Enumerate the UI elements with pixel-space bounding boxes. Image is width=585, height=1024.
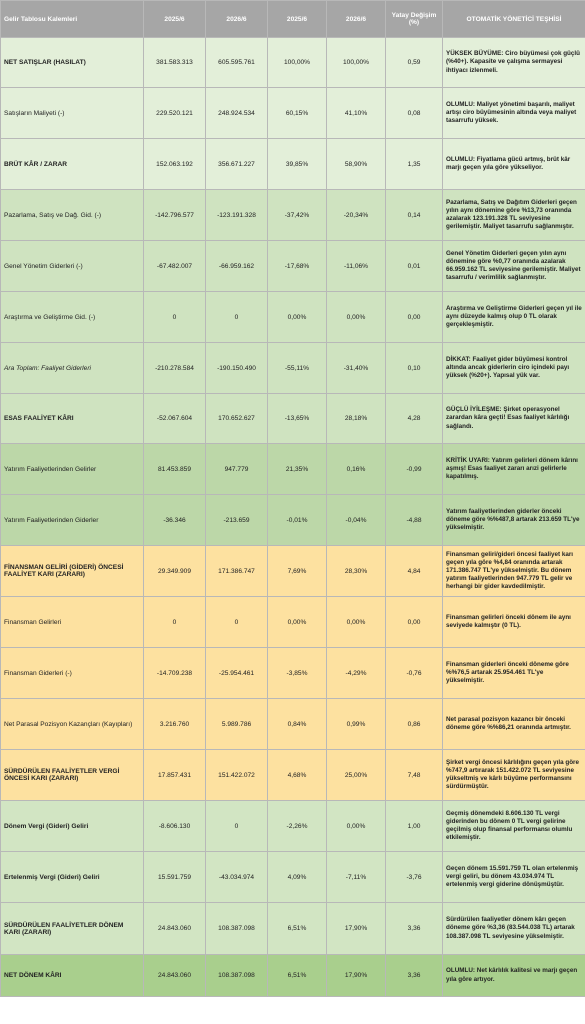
value-2026: 0 [206, 292, 268, 343]
table-row [1, 495, 585, 546]
horizontal-change: 3,36 [386, 903, 443, 955]
diagnosis-text: OLUMLU: Maliyet yönetimi başarılı, maliyet artışı ciro büyümesinin altında veya maliyet tasarrufu yüksek. [443, 88, 585, 139]
value-2026: -213.659 [206, 495, 268, 546]
value-2026: 947.779 [206, 444, 268, 495]
diagnosis-text: YÜKSEK BÜYÜME: Ciro büyümesi çok güçlü (%40+). Kapasite ve çalışma sermayesi ihtiyacı izlenmeli. [443, 38, 585, 88]
ratio-2025: 0,00% [268, 292, 327, 343]
horizontal-change: -4,88 [386, 495, 443, 546]
diagnosis-text: KRİTİK UYARI: Yatırım gelirleri dönem kârını aşmış! Esas faaliyet zararı arızi gelirlerle kapatılmış. [443, 444, 585, 495]
table-row [1, 190, 585, 241]
table-row [1, 241, 585, 292]
value-2026: -123.191.328 [206, 190, 268, 241]
ratio-2025: 21,35% [268, 444, 327, 495]
value-2026: 248.924.534 [206, 88, 268, 139]
table-row [1, 546, 585, 597]
ratio-2026: -4,29% [327, 648, 386, 699]
value-2026: 0 [206, 801, 268, 852]
value-2026: 0 [206, 597, 268, 648]
horizontal-change: 3,36 [386, 955, 443, 997]
row-label: Ertelenmiş Vergi (Gideri) Geliri [1, 852, 144, 903]
diagnosis-text: Yatırım faaliyetlerinden giderler önceki döneme göre %%487,8 artarak 213.659 TL'ye yükselmiştir. [443, 495, 585, 546]
value-2026: 356.671.227 [206, 139, 268, 190]
value-2025: 152.063.192 [144, 139, 206, 190]
diagnosis-text: OLUMLU: Net kârlılık kalitesi ve marjı geçen yıla göre artıyor. [443, 955, 585, 997]
ratio-2026: 0,00% [327, 801, 386, 852]
diagnosis-text: Pazarlama, Satış ve Dağıtım Giderleri geçen yılın aynı dönemine göre %13,73 oranında azalarak 123.191.328 TL seviyesine gerilemiştir. Maliyet tasarrufu sağlanmıştır. [443, 190, 585, 241]
value-2025: -14.709.238 [144, 648, 206, 699]
row-label: Genel Yönetim Giderleri (-) [1, 241, 144, 292]
table-row [1, 343, 585, 394]
value-2025: -8.606.130 [144, 801, 206, 852]
row-label: NET SATIŞLAR (HASILAT) [1, 38, 144, 88]
header-row [1, 1, 585, 38]
value-2026: 108.387.098 [206, 955, 268, 997]
value-2025: 0 [144, 597, 206, 648]
table-row [1, 394, 585, 444]
ratio-2025: 100,00% [268, 38, 327, 88]
diagnosis-text: Finansman geliri/gideri öncesi faaliyet karı geçen yıla göre %4,84 oranında artarak 171.386.747 TL'ye yükselmiştir. Bu dönem yatırım faaliyetlerinden 947.779 TL gelir ve herhangi bir gider kavdedilmiştir. [443, 546, 585, 597]
horizontal-change: 1,00 [386, 801, 443, 852]
ratio-2025: 0,84% [268, 699, 327, 750]
ratio-2026: 17,90% [327, 955, 386, 997]
horizontal-change: -0,76 [386, 648, 443, 699]
value-2026: 170.652.627 [206, 394, 268, 444]
value-2025: 24.843.060 [144, 955, 206, 997]
diagnosis-text: DİKKAT: Faaliyet gider büyümesi kontrol altında ancak giderlerin ciro içindeki payı yüksek (%20+). Yapısal yük var. [443, 343, 585, 394]
horizontal-change: 4,84 [386, 546, 443, 597]
value-2026: -25.954.461 [206, 648, 268, 699]
ratio-2026: 58,90% [327, 139, 386, 190]
ratio-2025: 6,51% [268, 903, 327, 955]
row-label: Ara Toplam: Faaliyet Giderleri [1, 343, 144, 394]
value-2026: 108.387.098 [206, 903, 268, 955]
ratio-2025: 6,51% [268, 955, 327, 997]
ratio-2026: 100,00% [327, 38, 386, 88]
row-label: Satışların Maliyeti (-) [1, 88, 144, 139]
ratio-2026: 17,90% [327, 903, 386, 955]
value-2025: 17.857.431 [144, 750, 206, 801]
value-2026: 171.386.747 [206, 546, 268, 597]
diagnosis-text: Sürdürülen faaliyetler dönem kârı geçen döneme göre %3,36 (83.544.038 TL) artarak 108.387.098 TL seviyesine yükselmiştir. [443, 903, 585, 955]
ratio-2026: 28,30% [327, 546, 386, 597]
ratio-2025: 39,85% [268, 139, 327, 190]
diagnosis-text: Finansman gelirleri önceki dönem ile aynı seviyede kalmıştır (0 TL). [443, 597, 585, 648]
diagnosis-text: Geçmiş dönemdeki 8.606.130 TL vergi giderinden bu dönem 0 TL vergi gelirine geçilmiş olup finansal performansı olumlu etkilemiştir. [443, 801, 585, 852]
ratio-2026: 0,16% [327, 444, 386, 495]
header-horizontal-change: Yatay Değişim (%) [386, 1, 443, 38]
ratio-2026: -0,04% [327, 495, 386, 546]
table-row [1, 38, 585, 88]
value-2026: 605.595.761 [206, 38, 268, 88]
ratio-2025: -0,01% [268, 495, 327, 546]
row-label: NET DÖNEM KÂRI [1, 955, 144, 997]
row-label: Pazarlama, Satış ve Dağ. Gid. (-) [1, 190, 144, 241]
table-row [1, 750, 585, 801]
ratio-2025: 4,09% [268, 852, 327, 903]
diagnosis-text: OLUMLU: Fiyatlama gücü artmış, brüt kâr marjı geçen yıla göre yükseliyor. [443, 139, 585, 190]
row-label: Net Parasal Pozisyon Kazançları (Kayıpları) [1, 699, 144, 750]
ratio-2025: -17,68% [268, 241, 327, 292]
row-label: FİNANSMAN GELİRİ (GİDERİ) ÖNCESİ FAALİYET KARI (ZARARI) [1, 546, 144, 597]
ratio-2026: 41,10% [327, 88, 386, 139]
horizontal-change: 1,35 [386, 139, 443, 190]
ratio-2026: 0,99% [327, 699, 386, 750]
table-row [1, 597, 585, 648]
value-2025: -142.796.577 [144, 190, 206, 241]
horizontal-change: 0,14 [386, 190, 443, 241]
horizontal-change: 0,86 [386, 699, 443, 750]
header-2026-value: 2026/6 [206, 1, 268, 38]
value-2025: -52.067.604 [144, 394, 206, 444]
value-2025: 229.520.121 [144, 88, 206, 139]
horizontal-change: 7,48 [386, 750, 443, 801]
value-2025: 3.216.760 [144, 699, 206, 750]
table-row [1, 648, 585, 699]
ratio-2025: 4,68% [268, 750, 327, 801]
row-label: Finansman Giderleri (-) [1, 648, 144, 699]
horizontal-change: 0,00 [386, 597, 443, 648]
diagnosis-text: Finansman giderleri önceki döneme göre %%76,5 artarak 25.954.461 TL'ye yükselmiştir. [443, 648, 585, 699]
ratio-2025: 7,69% [268, 546, 327, 597]
value-2026: -66.959.162 [206, 241, 268, 292]
horizontal-change: -3,76 [386, 852, 443, 903]
table-row [1, 139, 585, 190]
ratio-2025: 0,00% [268, 597, 327, 648]
ratio-2026: -11,06% [327, 241, 386, 292]
horizontal-change: 0,01 [386, 241, 443, 292]
horizontal-change: -0,99 [386, 444, 443, 495]
ratio-2026: 0,00% [327, 292, 386, 343]
value-2025: -210.278.584 [144, 343, 206, 394]
ratio-2025: 60,15% [268, 88, 327, 139]
ratio-2026: -31,40% [327, 343, 386, 394]
row-label: Dönem Vergi (Gideri) Geliri [1, 801, 144, 852]
ratio-2026: 28,18% [327, 394, 386, 444]
diagnosis-text: Araştırma ve Geliştirme Giderleri geçen yıl ile aynı düzeyde kalmış olup 0 TL olarak gerçekleşmiştir. [443, 292, 585, 343]
value-2025: 15.591.759 [144, 852, 206, 903]
diagnosis-text: Genel Yönetim Giderleri geçen yılın aynı dönemine göre %0,77 oranında azalarak 66.959.162 TL seviyesine gerilemiştir. Maliyet tasarrufu / verimlilik sağlanmıştır. [443, 241, 585, 292]
value-2025: -67.482.007 [144, 241, 206, 292]
row-label: SÜRDÜRÜLEN FAALİYETLER DÖNEM KARI (ZARARI) [1, 903, 144, 955]
header-item-col: Gelir Tablosu Kalemleri [1, 1, 144, 38]
table-row [1, 955, 585, 997]
row-label: Yatırım Faaliyetlerinden Gelirler [1, 444, 144, 495]
row-label: Araştırma ve Geliştirme Gid. (-) [1, 292, 144, 343]
row-label: Yatırım Faaliyetlerinden Giderler [1, 495, 144, 546]
table-row [1, 88, 585, 139]
ratio-2026: -20,34% [327, 190, 386, 241]
value-2025: 29.349.909 [144, 546, 206, 597]
table-row [1, 292, 585, 343]
value-2025: 0 [144, 292, 206, 343]
header-2025-ratio: 2025/6 [268, 1, 327, 38]
header-2026-ratio: 2026/6 [327, 1, 386, 38]
table-row [1, 903, 585, 955]
ratio-2026: 25,00% [327, 750, 386, 801]
value-2025: -36.346 [144, 495, 206, 546]
value-2026: -190.150.490 [206, 343, 268, 394]
ratio-2025: -3,85% [268, 648, 327, 699]
diagnosis-text: Geçen dönem 15.591.759 TL olan ertelenmiş vergi geliri, bu dönem 43.034.974 TL ertelenmiş vergi giderine dönüşmüştür. [443, 852, 585, 903]
row-label: SÜRDÜRÜLEN FAALİYETLER VERGİ ÖNCESİ KARI (ZARARI) [1, 750, 144, 801]
row-label: BRÜT KÂR / ZARAR [1, 139, 144, 190]
horizontal-change: 0,00 [386, 292, 443, 343]
value-2026: 5.989.786 [206, 699, 268, 750]
value-2025: 81.453.859 [144, 444, 206, 495]
table-row [1, 801, 585, 852]
ratio-2025: -2,26% [268, 801, 327, 852]
horizontal-change: 4,28 [386, 394, 443, 444]
diagnosis-text: Şirket vergi öncesi kârlılığını geçen yıla göre %747,9 artırarak 151.422.072 TL seviyesine yükseltmiş ve kârlı büyüme performansını sürdürmüştür. [443, 750, 585, 801]
header-diagnosis: OTOMATİK YÖNETİCİ TEŞHİSİ [443, 1, 585, 38]
diagnosis-text: GÜÇLÜ İYİLEŞME: Şirket operasyonel zarardan kâra geçti! Esas faaliyet kârlılığı sağlandı. [443, 394, 585, 444]
header-2025-value: 2025/6 [144, 1, 206, 38]
table-row [1, 444, 585, 495]
value-2026: 151.422.072 [206, 750, 268, 801]
ratio-2025: -13,65% [268, 394, 327, 444]
horizontal-change: 0,59 [386, 38, 443, 88]
value-2025: 24.843.060 [144, 903, 206, 955]
ratio-2026: -7,11% [327, 852, 386, 903]
ratio-2025: -37,42% [268, 190, 327, 241]
table-row [1, 852, 585, 903]
diagnosis-text: Net parasal pozisyon kazancı bir önceki döneme göre %%86,21 oranında artmıştır. [443, 699, 585, 750]
ratio-2025: -55,11% [268, 343, 327, 394]
row-label: Finansman Gelirleri [1, 597, 144, 648]
horizontal-change: 0,08 [386, 88, 443, 139]
table-row [1, 699, 585, 750]
value-2025: 381.583.313 [144, 38, 206, 88]
value-2026: -43.034.974 [206, 852, 268, 903]
ratio-2026: 0,00% [327, 597, 386, 648]
row-label: ESAS FAALİYET KÂRI [1, 394, 144, 444]
horizontal-change: 0,10 [386, 343, 443, 394]
